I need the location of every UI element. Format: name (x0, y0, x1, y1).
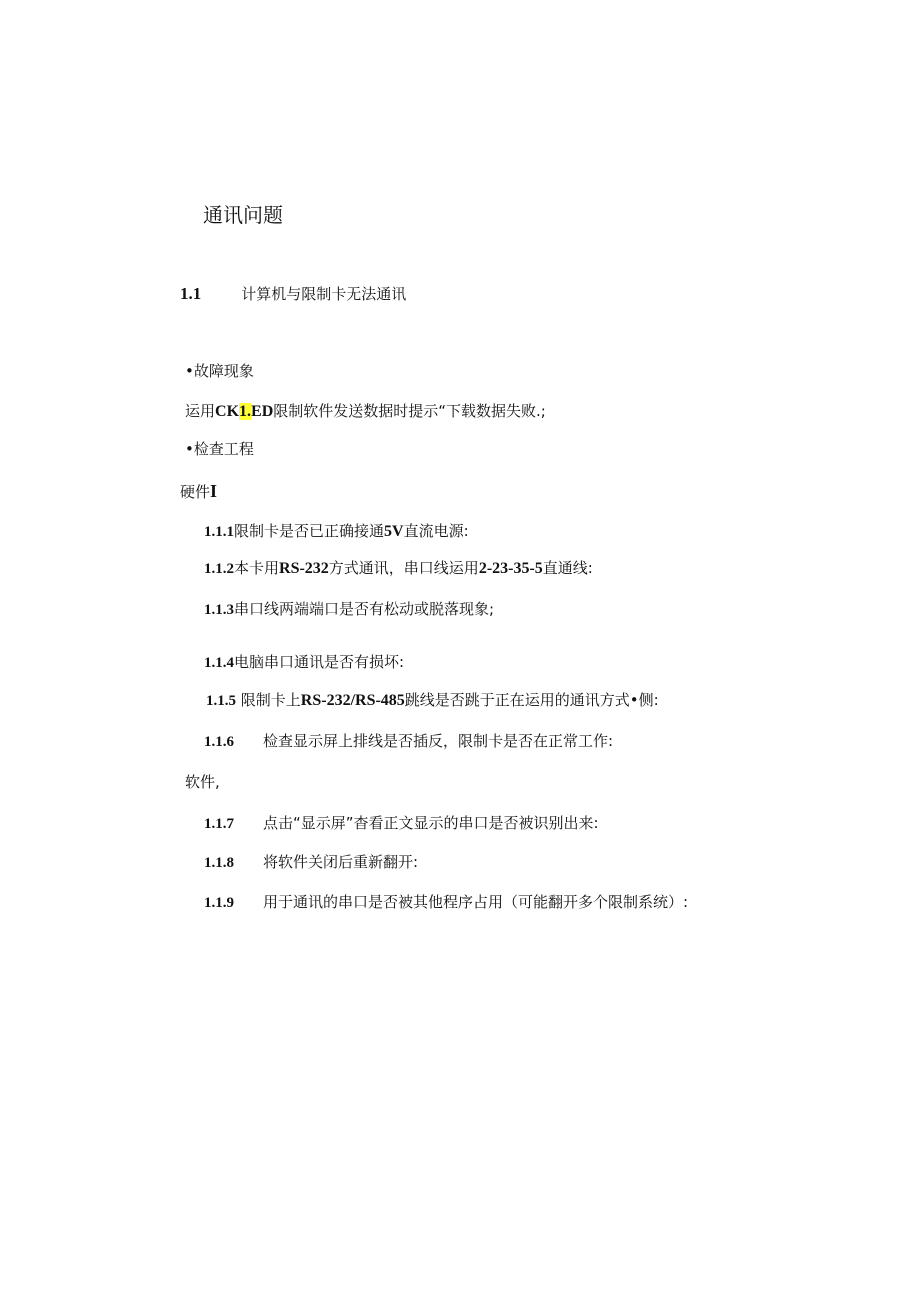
fault-bold-a: CK (215, 403, 240, 420)
list-item (204, 892, 688, 913)
item-text: 检查显示屏上排线是否插反，限制卡是否在正常工作: (263, 732, 614, 750)
item-text: 点击“显示屏”杳看正文显示的串口是否被识别出来: (263, 814, 599, 832)
item-number: 1.1.5 (206, 693, 236, 709)
item-text: 限制卡是否已正确接通 (234, 522, 385, 540)
item-text: 串口线两端端口是否有松动或脱落现象; (234, 600, 495, 618)
item-bold: 5V (384, 523, 404, 540)
item-bold: RS-232 (279, 560, 329, 577)
item-text: 直通线: (542, 559, 593, 577)
hardware-label (180, 481, 217, 502)
fault-bold-b: ED (251, 403, 274, 420)
fault-description (185, 401, 546, 422)
item-bold: 2-23-35-5 (478, 560, 543, 577)
list-item (204, 731, 613, 752)
list-item (204, 599, 494, 620)
list-item (206, 690, 659, 711)
fault-text-prefix: 运用 (185, 402, 216, 420)
item-number: 1.1.1 (204, 524, 234, 540)
section-heading (180, 284, 406, 304)
fault-text-rest: 限制软件发送数据时提示“下载数据失败.; (273, 402, 546, 420)
section-number: 1.1 (180, 284, 202, 303)
list-item (204, 652, 404, 673)
hardware-label-text: 硬件 (180, 483, 211, 501)
item-text: 直流电源: (403, 522, 469, 540)
item-text: 跳线是否跳于正在运用的通讯方式•侧: (404, 691, 659, 709)
item-bold: RS-232/RS-485 (300, 692, 405, 709)
item-number: 1.1.9 (204, 895, 234, 911)
fault-label: •故障现象 (185, 362, 254, 380)
list-item (204, 813, 599, 834)
item-text: 用于通讯的串口是否被其他程序占用（可能翻开多个限制系统）: (263, 893, 689, 911)
fault-highlight: 1. (239, 403, 252, 420)
list-item (204, 558, 593, 579)
item-text: 将软件关闭后重新翻开: (263, 853, 419, 871)
software-label: 软件, (185, 773, 220, 791)
list-item (204, 521, 469, 542)
item-number: 1.1.7 (204, 816, 234, 832)
item-number: 1.1.8 (204, 855, 234, 871)
page-title: 通讯问题 (203, 203, 283, 227)
item-number: 1.1.4 (204, 655, 234, 671)
hardware-label-bold: I (210, 481, 218, 501)
item-text: 方式通讯，串口线运用 (328, 559, 479, 577)
item-text: 电脑串口通讯是否有损坏: (234, 653, 405, 671)
list-item (204, 852, 418, 873)
item-number: 1.1.6 (204, 734, 234, 750)
item-number: 1.1.3 (204, 602, 234, 618)
check-label: •检查工程 (185, 440, 254, 458)
item-number: 1.1.2 (204, 561, 234, 577)
item-text: 限制卡上 (236, 691, 301, 709)
section-heading-text: 计算机与限制卡无法通讯 (241, 285, 407, 303)
item-text: 本卡用 (234, 559, 280, 577)
